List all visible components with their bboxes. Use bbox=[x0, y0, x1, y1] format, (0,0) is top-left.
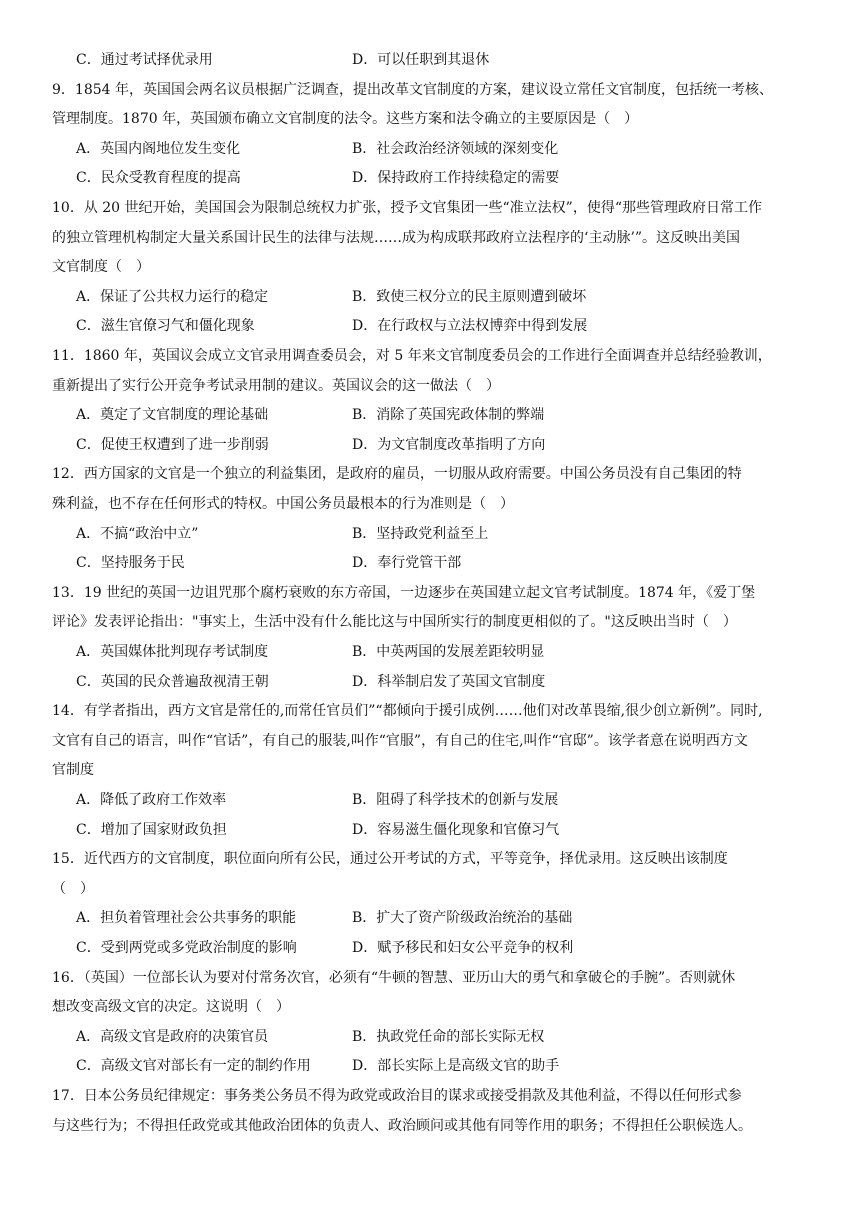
answer-option-left: C．高级文官对部长有一定的制约作用 bbox=[76, 1058, 311, 1074]
question-text-line: 15．近代西方的文官制度，职位面向所有公民，通过公开考试的方式，平等竞争，择优录用。这反映出该制度 bbox=[52, 851, 728, 867]
answer-option-left: A．降低了政府工作效率 bbox=[76, 792, 227, 808]
question-text-line: 文官有自己的语言，叫作“官话”，有自己的服装,叫作“官服”，有自己的住宅,叫作“官邸”。该学者意在说明西方文 bbox=[52, 733, 748, 749]
answer-option-right: B．扩大了资产阶级政治统治的基础 bbox=[352, 910, 573, 926]
question-text-line: 17．日本公务员纪律规定：事务类公务员不得为政党或政治目的谋求或接受捐款及其他利益，不得以任何形式参 bbox=[52, 1088, 742, 1104]
question-text-line: 10．从 20 世纪开始，美国国会为限制总统权力扩张，授予文官集团一些“准立法权”，使得“那些管理政府日常工作 bbox=[52, 200, 762, 216]
answer-option-left: C．受到两党或多党政治制度的影响 bbox=[76, 940, 297, 956]
question-text-line: 殊利益，也不存在任何形式的特权。中国公务员最根本的行为准则是（ ） bbox=[52, 496, 514, 512]
answer-option-left: A．保证了公共权力运行的稳定 bbox=[76, 289, 269, 305]
answer-option-right: B．致使三权分立的民主原则遭到破坏 bbox=[352, 289, 587, 305]
answer-option-right: D．赋予移民和妇女公平竞争的权利 bbox=[352, 940, 574, 956]
question-text-line: 管理制度。1870 年，英国颁布确立文官制度的法令。这些方案和法令确立的主要原因是（ ） bbox=[52, 111, 639, 127]
question-text-line: 评论》发表评论指出："事实上，生活中没有什么能比这与中国所实行的制度更相似的了。"这反映出当时（ ） bbox=[52, 614, 737, 630]
question-text-line: 与这些行为；不得担任政党或其他政治团体的负责人、政治顾问或其他有同等作用的职务；不得担任公职候选人。 bbox=[52, 1118, 752, 1134]
question-text-line: 9．1854 年，英国国会两名议员根据广泛调查，提出改革文官制度的方案，建议设立常任文官制度，包括统一考核、 bbox=[52, 82, 773, 98]
answer-option-left: A．不搞“政治中立” bbox=[76, 526, 199, 542]
question-text-line: 文官制度（ ） bbox=[52, 259, 150, 275]
answer-option-right: B．阻碍了科学技术的创新与发展 bbox=[352, 792, 559, 808]
question-text-line: 想改变高级文官的决定。这说明（ ） bbox=[52, 999, 290, 1015]
answer-option-left: C．民众受教育程度的提高 bbox=[76, 170, 241, 186]
answer-option-right: B．社会政治经济领域的深刻变化 bbox=[352, 141, 559, 157]
answer-option-right: D．科举制启发了英国文官制度 bbox=[352, 674, 546, 690]
answer-option-left: C．通过考试择优录用 bbox=[76, 52, 213, 68]
answer-option-right: D．奉行党管干部 bbox=[352, 555, 462, 571]
question-text-line: （ ） bbox=[52, 881, 94, 897]
answer-option-left: A．高级文官是政府的决策官员 bbox=[76, 1029, 269, 1045]
answer-option-right: B．坚持政党利益至上 bbox=[352, 526, 489, 542]
answer-option-left: A．担负着管理社会公共事务的职能 bbox=[76, 910, 297, 926]
question-text-line: 11．1860 年，英国议会成立文官录用调查委员会，对 5 年来文官制度委员会的工作进行全面调查并总结经验教训， bbox=[52, 348, 772, 364]
answer-option-left: C．英国的民众普遍敌视清王朝 bbox=[76, 674, 269, 690]
question-text-line: 16．（英国）一位部长认为要对付常务次官，必须有“牛顿的智慧、亚历山大的勇气和拿破仑的手腕”。否则就休 bbox=[52, 970, 736, 986]
answer-option-right: D．部长实际上是高级文官的助手 bbox=[352, 1058, 560, 1074]
answer-option-right: D．可以任职到其退休 bbox=[352, 52, 490, 68]
question-text-line: 14．有学者指出，西方文官是常任的,而常任官员们”“都倾向于援引成例……他们对改革畏缩,很少创立新例”。同时, bbox=[52, 703, 763, 719]
answer-option-left: C．滋生官僚习气和僵化现象 bbox=[76, 318, 255, 334]
answer-option-left: C．促使王权遭到了进一步削弱 bbox=[76, 437, 269, 453]
question-text-line: 重新提出了实行公开竞争考试录用制的建议。英国议会的这一做法（ ） bbox=[52, 378, 500, 394]
question-text-line: 12．西方国家的文官是一个独立的利益集团，是政府的雇员，一切服从政府需要。中国公务员没有自己集团的特 bbox=[52, 466, 742, 482]
answer-option-right: B．消除了英国宪政体制的弊端 bbox=[352, 407, 545, 423]
answer-option-left: A．英国内阁地位发生变化 bbox=[76, 141, 241, 157]
answer-option-right: D．保持政府工作持续稳定的需要 bbox=[352, 170, 560, 186]
answer-option-left: C．增加了国家财政负担 bbox=[76, 822, 227, 838]
answer-option-right: D．容易滋生僵化现象和官僚习气 bbox=[352, 822, 560, 838]
question-text-line: 13．19 世纪的英国一边诅咒那个腐朽衰败的东方帝国，一边逐步在英国建立起文官考试制度。1874 年，《爱丁堡 bbox=[52, 585, 756, 601]
answer-option-right: B．中英两国的发展差距较明显 bbox=[352, 644, 545, 660]
question-text-line: 官制度 bbox=[52, 762, 94, 778]
answer-option-left: A．奠定了文官制度的理论基础 bbox=[76, 407, 269, 423]
answer-option-left: A．英国媒体批判现存考试制度 bbox=[76, 644, 269, 660]
answer-option-left: C．坚持服务于民 bbox=[76, 555, 185, 571]
question-text-line: 的独立管理机构制定大量关系国计民生的法律与法规……成为构成联邦政府立法程序的‘主动脉’”。这反映出美国 bbox=[52, 230, 741, 246]
answer-option-right: D．在行政权与立法权博弈中得到发展 bbox=[352, 318, 588, 334]
answer-option-right: D．为文官制度改革指明了方向 bbox=[352, 437, 546, 453]
answer-option-right: B．执政党任命的部长实际无权 bbox=[352, 1029, 545, 1045]
